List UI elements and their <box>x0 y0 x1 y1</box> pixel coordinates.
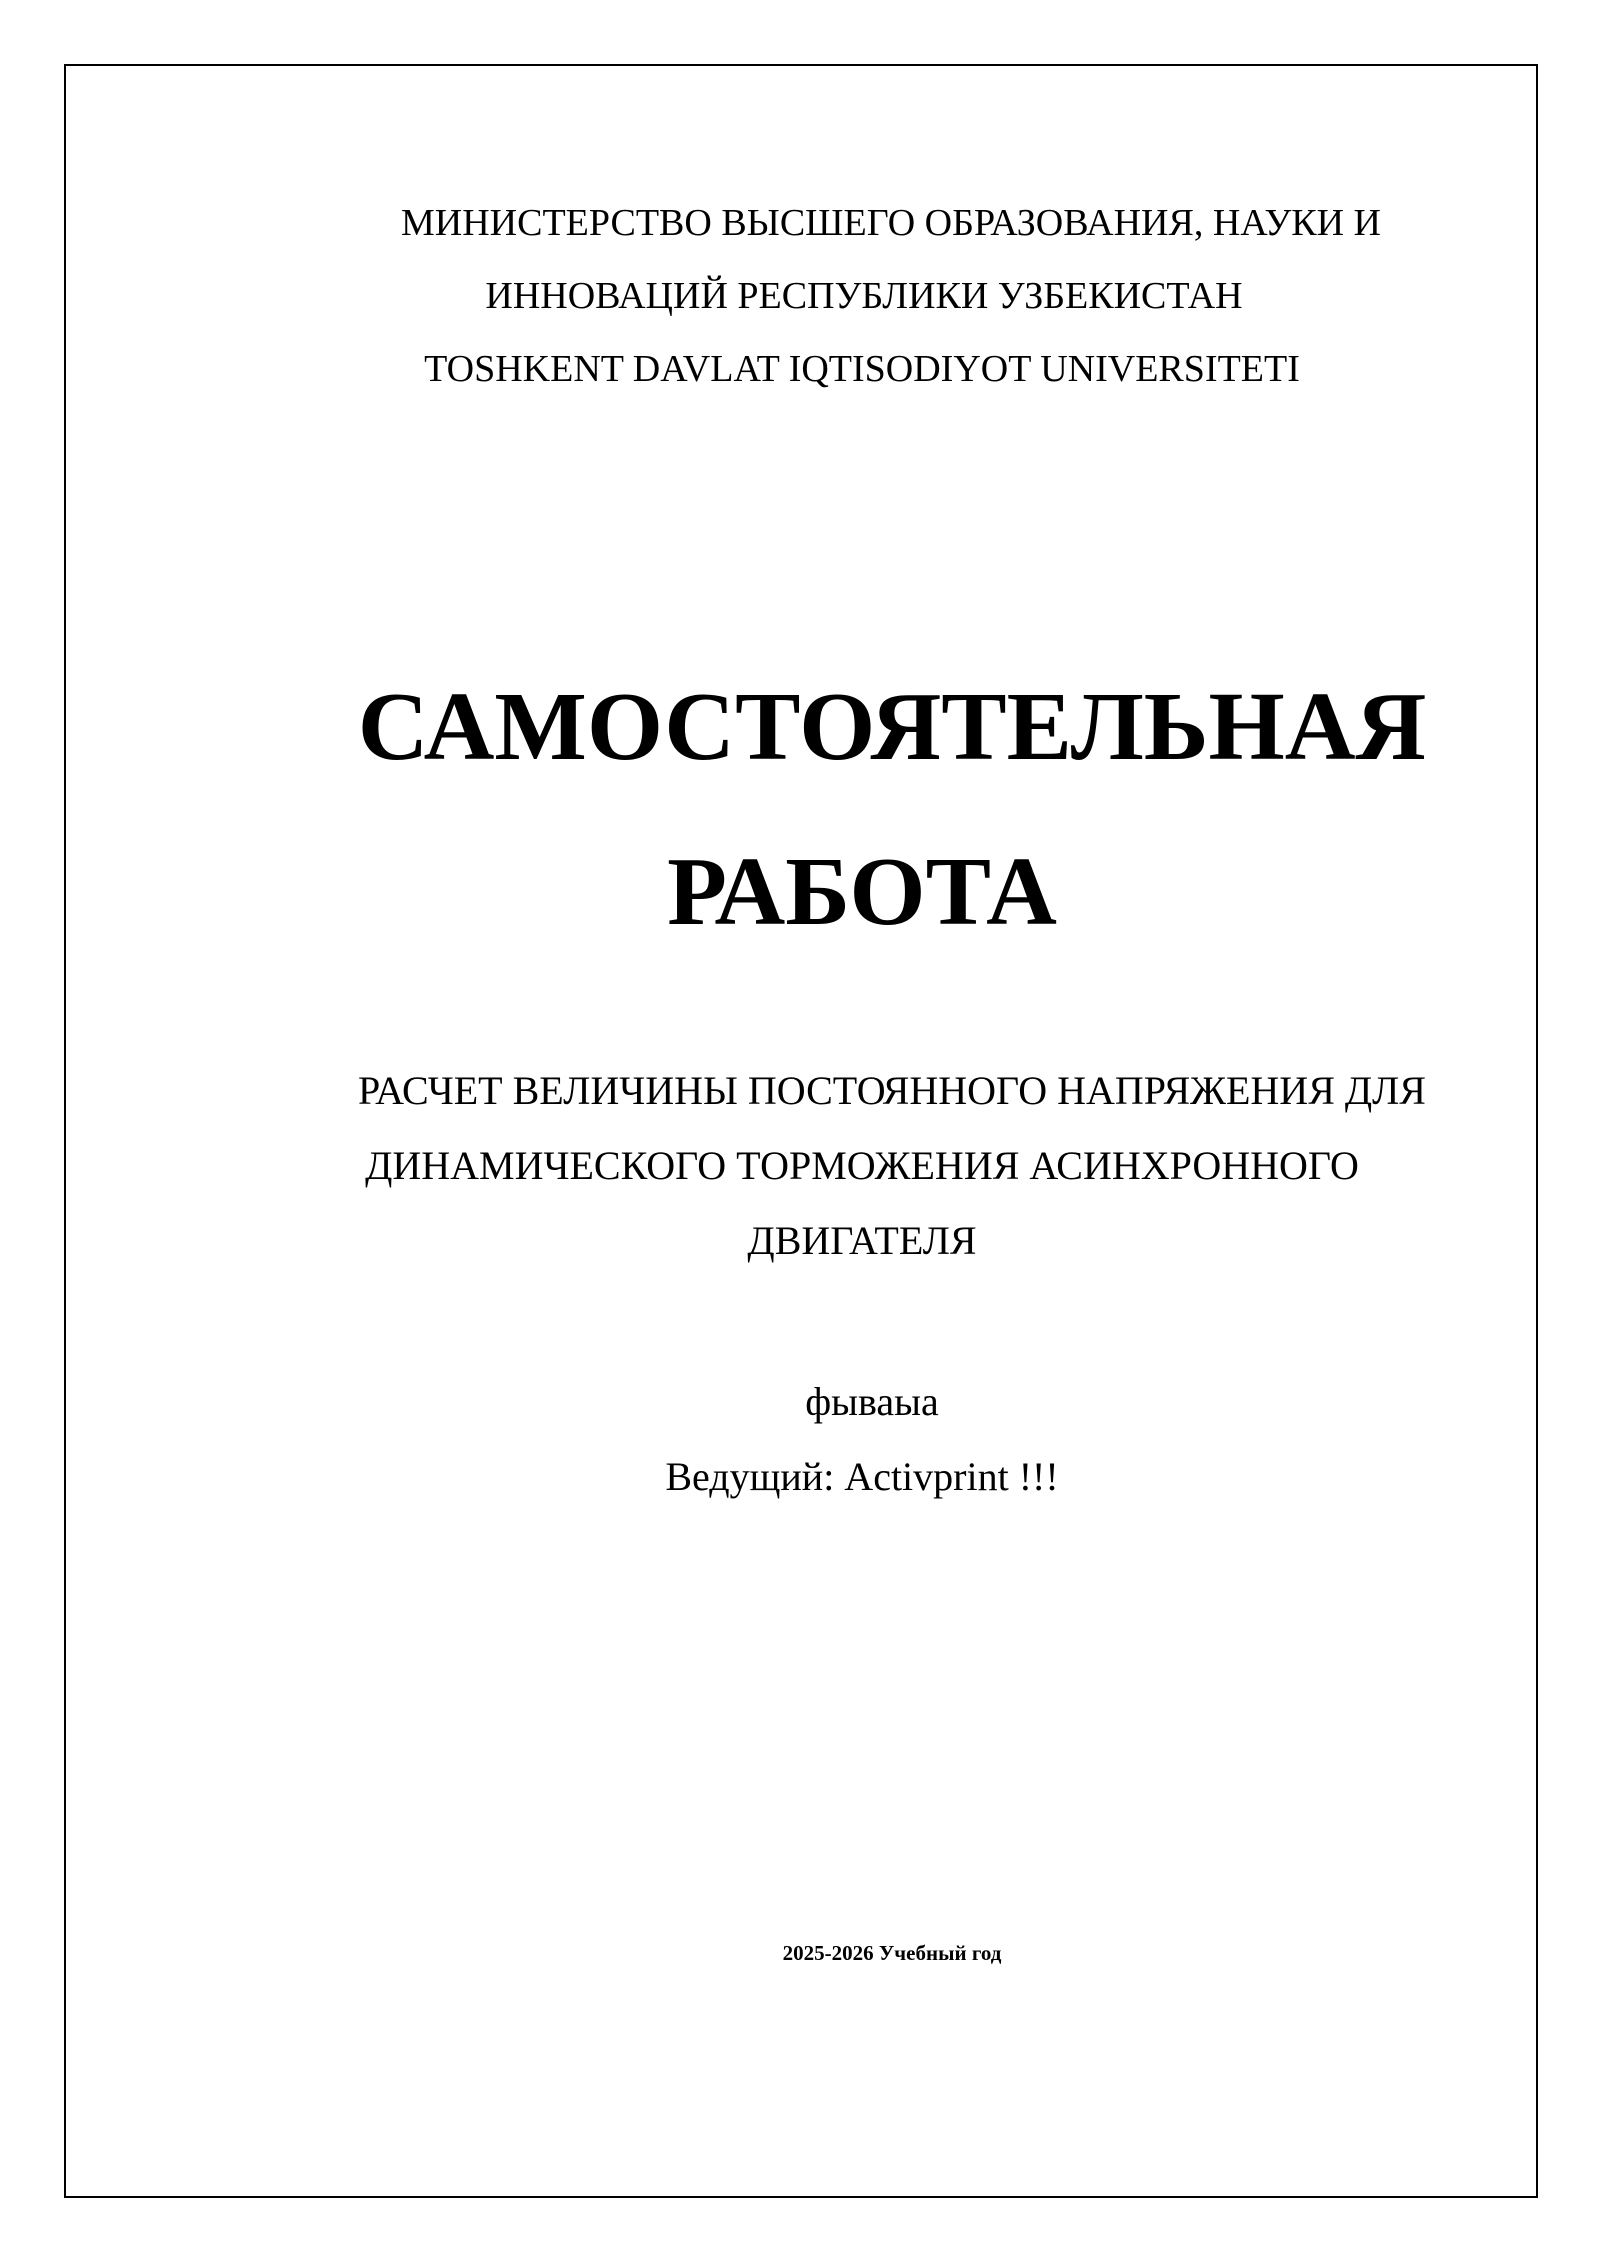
topic-line-2: ДИНАМИЧЕСКОГО ТОРМОЖЕНИЯ АСИНХРОННОГО <box>365 1143 1359 1188</box>
academic-year: 2025-2026 Учебный год <box>782 1941 1002 1965</box>
ministry-line-1: МИНИСТЕРСТВО ВЫСШЕГО ОБРАЗОВАНИЯ, НАУКИ И <box>401 202 1381 244</box>
document-title-line-1: САМОСТОЯТЕЛЬНАЯ <box>357 673 1427 781</box>
supervisor-line: Ведущий: Activprint !!! <box>665 1454 1059 1499</box>
document-title-line-2: РАБОТА <box>667 838 1057 946</box>
topic-line-3: ДВИГАТЕЛЯ <box>747 1218 977 1263</box>
author-name: фываыа <box>805 1379 939 1424</box>
university-name: TOSHKENT DAVLAT IQTISODIYOT UNIVERSITETI <box>424 348 1300 390</box>
topic-line-1: РАСЧЕТ ВЕЛИЧИНЫ ПОСТОЯННОГО НАПРЯЖЕНИЯ ДЛЯ <box>358 1068 1426 1113</box>
ministry-line-2: ИННОВАЦИЙ РЕСПУБЛИКИ УЗБЕКИСТАН <box>485 275 1243 317</box>
